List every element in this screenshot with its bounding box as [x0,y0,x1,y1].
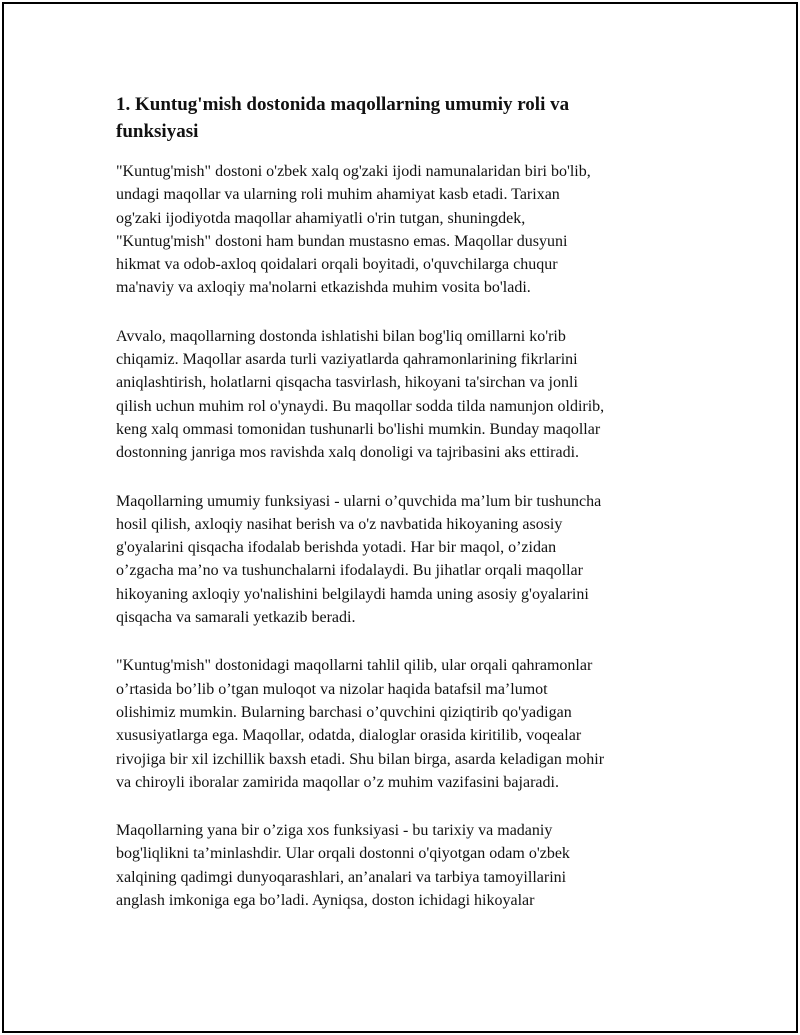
text-line: rivojiga bir xil izchillik baxsh etadi. Shu bilan birga, asarda keladigan mohir [116,750,605,768]
text-line: olishimiz mumkin. Bularning barchasi o’quvchini qiziqtirib qo'yadigan [116,703,572,721]
paragraph-4 [116,654,696,794]
text-line: qilish uchun muhim rol o'ynaydi. Bu maqollar sodda tilda namunjon oldirib, [116,397,605,415]
paragraph-2 [116,325,696,465]
text-line: "Kuntug'mish" dostoni o'zbek xalq og'zaki ijodi namunalaridan biri bo'lib, [116,163,591,180]
text-line: o’rtasida bo’lib o’tgan muloqot va nizolar haqida batafsil ma’lumot [116,680,548,698]
text-line: chiqamiz. Maqollar asarda turli vaziyatlarda qahramonlarining fikrlarini [116,351,578,369]
text-line: hikoyaning axloqiy yo'nalishini belgilaydi hamda uning asosiy g'oyalarini [116,585,589,603]
text-line: keng xalq ommasi tomonidan tushunarli bo'lishi mumkin. Bunday maqollar [116,420,601,438]
text-line: Maqollarning umumiy funksiyasi - ularni o’quvchida ma’lum bir tushuncha [116,492,602,510]
text-line: xalqining qadimgi dunyoqarashlari, an’analari va tarbiya tamoyillarini [116,868,567,886]
text-line: hosil qilish, axloqiy nasihat berish va o'z navbatida hikoyaning asosiy [116,515,563,533]
paragraph-1 [116,160,696,300]
text-line: g'oyalarini qisqacha ifodalab berishda yotadi. Har bir maqol, o’zidan [116,539,557,557]
document-body [116,91,696,937]
text-line: qisqacha va samarali yetkazib beradi. [116,609,356,627]
text-line: hikmat va odob-axloq qoidalari orqali boyitadi, o'quvchilarga chuqur [116,256,558,274]
text-line: anglash imkoniga ega bo’ladi. Ayniqsa, doston ichidagi hikoyalar [116,892,535,910]
text-line: aniqlashtirish, holatlarni qisqacha tasvirlash, hikoyani ta'sirchan va jonli [116,374,578,392]
text-line: bog'liqlikni ta’minlashdir. Ular orqali dostonni o'qiyotgan odam o'zbek [116,845,570,863]
title-line: funksiyasi [116,121,199,142]
text-line: va chiroyli iboralar zamirida maqollar o’z muhim vazifasini bajaradi. [116,773,559,791]
text-line: "Kuntug'mish" dostonidagi maqollarni tahlil qilib, ular orqali qahramonlar [116,657,593,675]
text-line: undagi maqollar va ularning roli muhim ahamiyat kasb etadi. Tarixan [116,186,560,204]
title-line: 1. Kuntug'mish dostonida maqollarning umumiy roli va [116,94,570,115]
text-line: ma'naviy va axloqiy ma'nolarni etkazishda muhim vosita bo'ladi. [116,279,531,297]
text-line: o’zgacha ma’no va tushunchalarni ifodalaydi. Bu jihatlar orqali maqollar [116,562,583,580]
text-line: og'zaki ijodiyotda maqollar ahamiyatli o'rin tutgan, shuningdek, [116,209,526,227]
text-line: Maqollarning yana bir o’ziga xos funksiyasi - bu tarixiy va madaniy [116,822,553,840]
document-title [116,91,696,145]
text-line: Avvalo, maqollarning dostonda ishlatishi bilan bog'liq omillarni ko'rib [116,327,566,345]
text-line: "Kuntug'mish" dostoni ham bundan mustasno emas. Maqollar dusyuni [116,232,568,250]
text-line: dostonning janriga mos ravishda xalq donoligi va tajribasini aks ettiradi. [116,444,580,462]
paragraph-5 [116,819,696,912]
paragraph-3 [116,490,696,630]
text-line: xususiyatlarga ega. Maqollar, odatda, dialoglar orasida kiritilib, voqealar [116,727,582,745]
